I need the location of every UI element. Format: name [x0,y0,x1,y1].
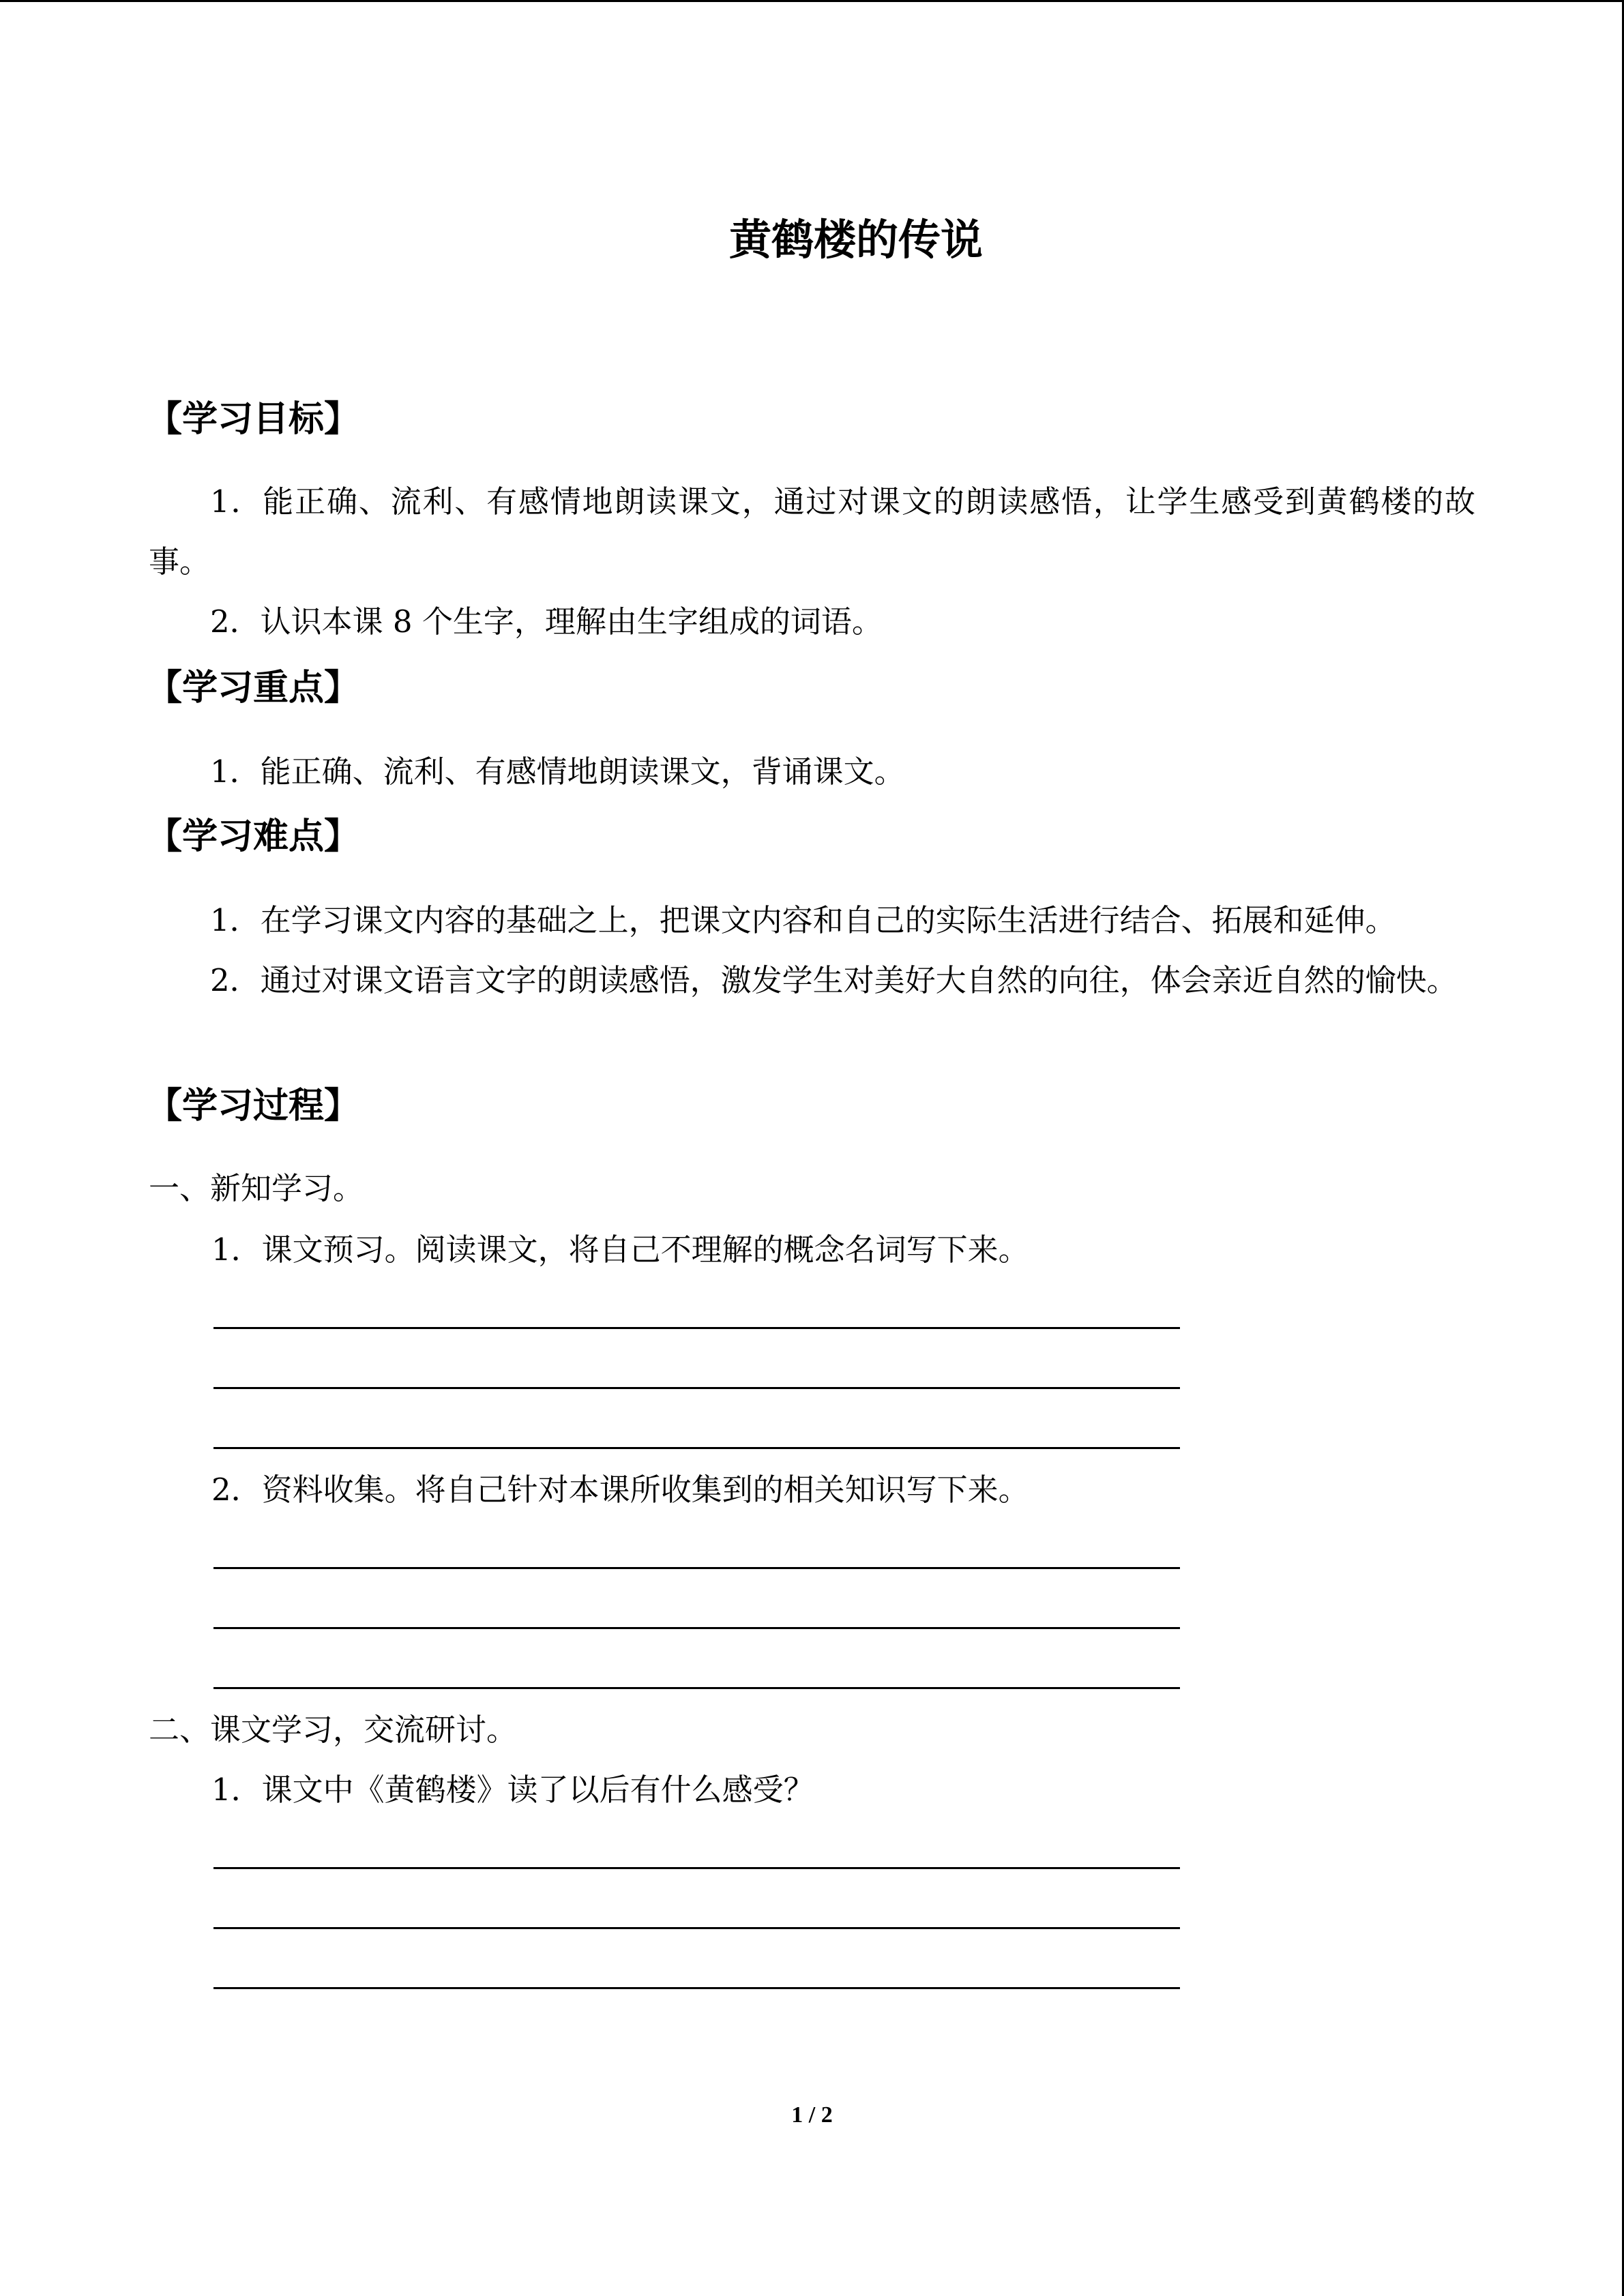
part-1-question-2: 2．资料收集。将自己针对本课所收集到的相关知识写下来。 [211,1472,1029,1508]
page-number: 1 / 2 [791,2102,833,2128]
answer-line[interactable] [213,1327,1180,1329]
difficulty-item-2: 2．通过对课文语言文字的朗读感悟，激发学生对美好大自然的向往，体会亲近自然的愉快。 [210,962,1458,998]
answer-line[interactable] [213,1927,1180,1929]
part-2-label: 二、课文学习，交流研讨。 [149,1712,518,1748]
answer-line[interactable] [213,1687,1180,1689]
heading-learning-objectives: 【学习目标】 [147,399,360,440]
answer-line[interactable] [213,1627,1180,1629]
page-border-top [0,0,1624,2]
key-point-item-1: 1．能正确、流利、有感情地朗读课文，背诵课文。 [210,754,905,790]
answer-line[interactable] [213,1567,1180,1569]
heading-difficulties: 【学习难点】 [147,816,360,857]
part-2-question-1: 1．课文中《黄鹤楼》读了以后有什么感受？ [211,1772,814,1808]
objective-item-1: 1．能正确、流利、有感情地朗读课文，通过对课文的朗读感悟，让学生感受到黄鹤楼的故事。 [149,483,1475,580]
answer-line[interactable] [213,1387,1180,1389]
answer-line[interactable] [213,1447,1180,1449]
part-1-question-1: 1．课文预习。阅读课文，将自己不理解的概念名词写下来。 [211,1232,1029,1268]
heading-key-points: 【学习重点】 [147,668,360,709]
objective-item-2: 2．认识本课 8 个生字，理解由生字组成的词语。 [210,603,883,640]
answer-line[interactable] [213,1987,1180,1989]
answer-line[interactable] [213,1867,1180,1869]
difficulty-item-1: 1．在学习课文内容的基础之上，把课文内容和自己的实际生活进行结合、拓展和延伸。 [210,902,1396,938]
part-1-label: 一、新知学习。 [149,1170,364,1206]
heading-learning-process: 【学习过程】 [147,1086,360,1127]
document-title: 黄鹤楼的传说 [728,215,983,265]
